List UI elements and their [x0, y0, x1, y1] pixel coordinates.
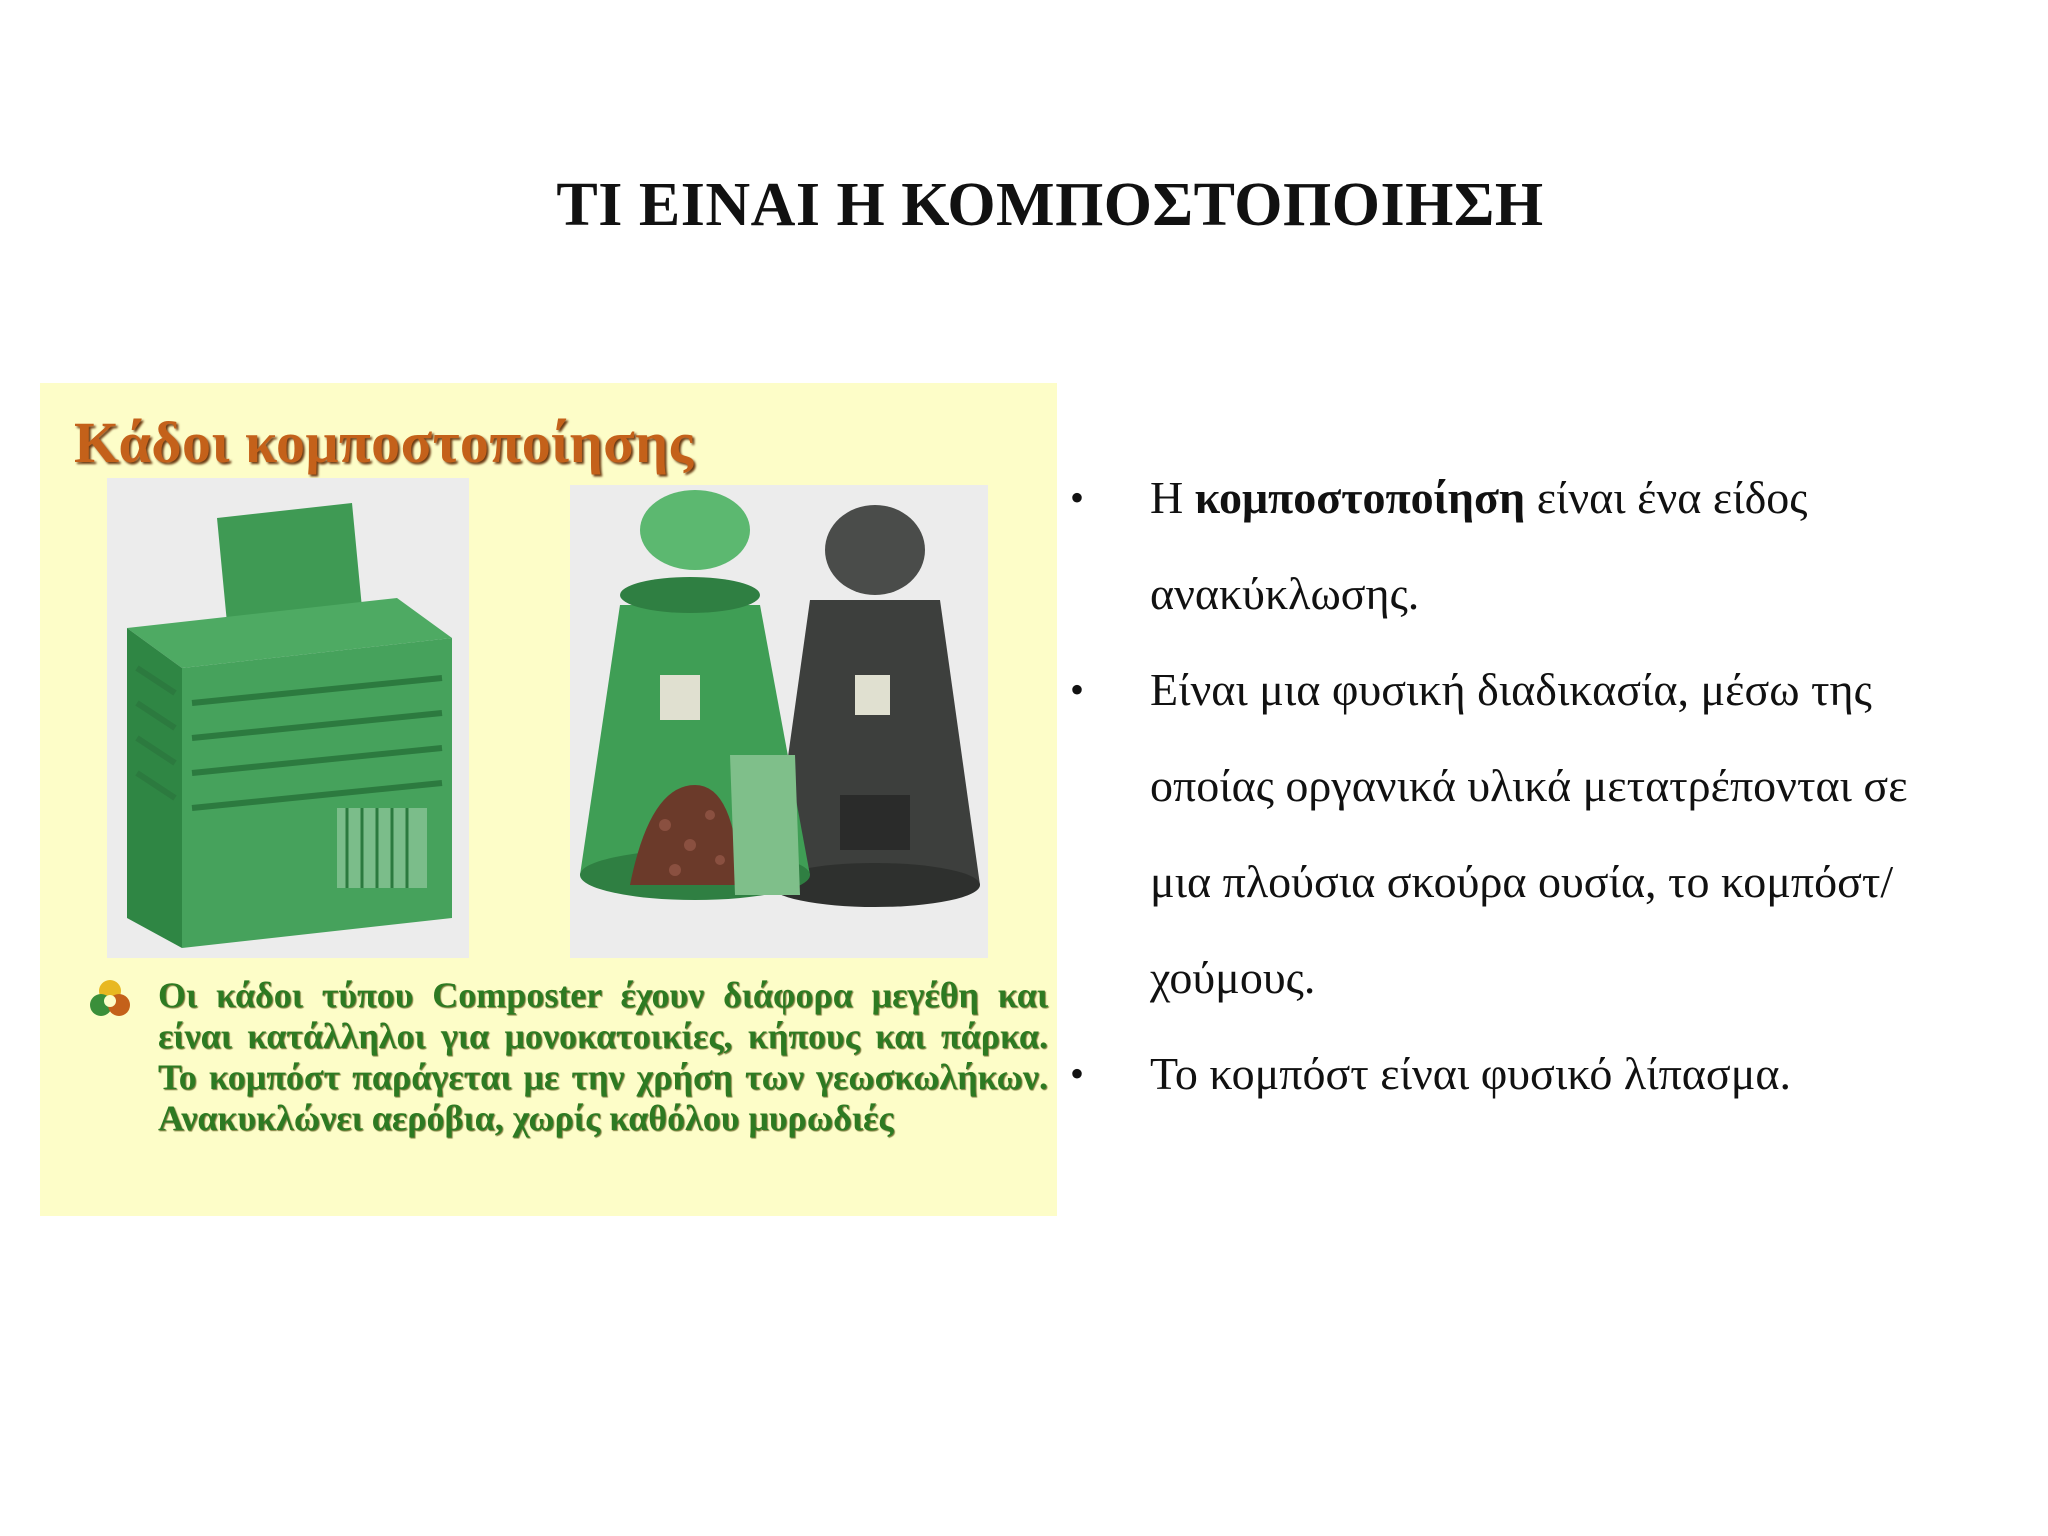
image-heading: Κάδοι κομποστοποίησης	[74, 410, 694, 475]
compost-bins-image	[40, 383, 1057, 1216]
bullet-item	[1070, 450, 1970, 642]
slide-title: ΤΙ ΕΙΝΑΙ Η ΚΟΜΠΟΣΤΟΠΟΙΗΣΗ	[556, 171, 1544, 239]
bullet-marker: •	[1070, 475, 1085, 520]
bullet-text-continued: είναι ένα είδος ανακύκλωσης.	[1150, 472, 1808, 619]
bullet-text: Το κομπόστ είναι φυσικό λίπασμα.	[1150, 1048, 1791, 1099]
round-composters-icon	[570, 485, 988, 958]
bullet-marker: •	[1070, 667, 1085, 712]
bullet-item	[1070, 1026, 1970, 1122]
bullet-list	[1070, 450, 1970, 1122]
square-composter-photo	[107, 478, 469, 958]
bullet-item	[1070, 642, 1970, 1026]
round-composters-photo	[570, 485, 988, 958]
flower-bullet-icon	[88, 978, 132, 1022]
square-composter-icon	[107, 478, 469, 958]
bullet-bold-term: κομποστοποίηση	[1194, 472, 1526, 523]
bullet-text: Η	[1150, 472, 1195, 523]
image-caption: Οι κάδοι τύπου Composter έχουν διάφορα μεγέθη και είναι κατάλληλοι για μονοκατοικίες, κήπους και πάρκα. Το κομπόστ παράγεται με την χρήση των γεωσκωλήκων. Ανακυκλώνει αερόβια, χωρίς καθόλου μυρωδιές	[158, 975, 1048, 1138]
bullet-text: Είναι μια φυσική διαδικασία, μέσω της οποίας οργανικά υλικά μετατρέπονται σε μια πλούσια σκούρα ουσία, το κομπόστ/ χούμους.	[1150, 664, 1908, 1003]
bullet-marker: •	[1070, 1051, 1085, 1096]
